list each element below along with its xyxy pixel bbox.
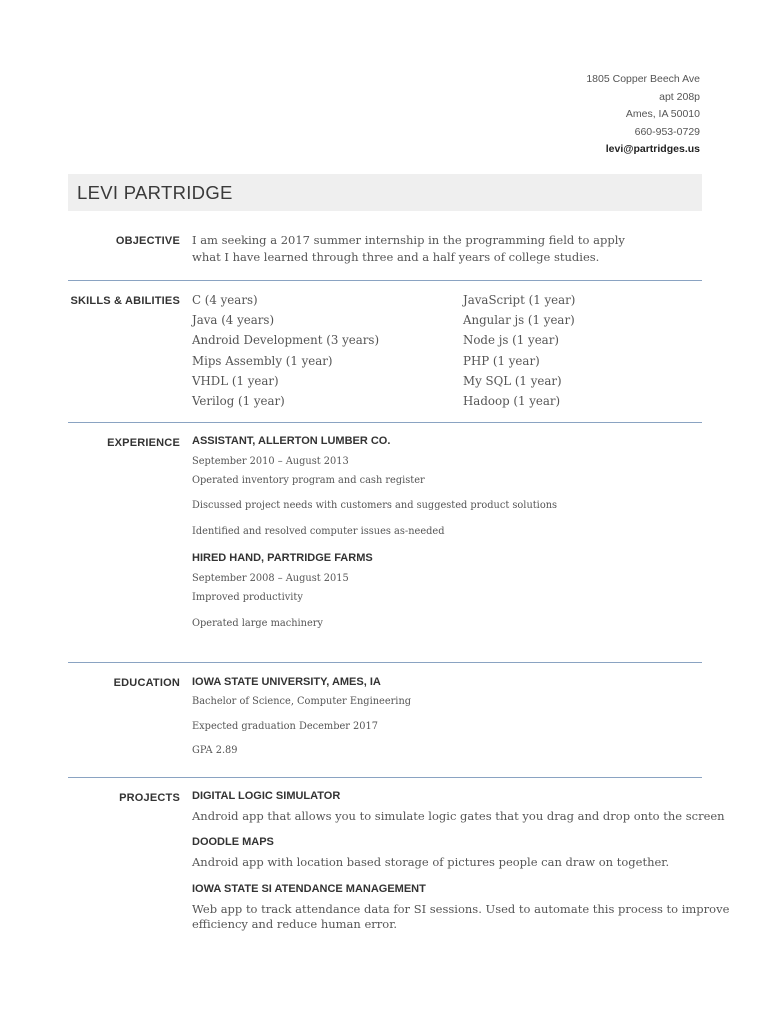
gpa: GPA 2.89 <box>192 745 238 756</box>
projects-label: PROJECTS <box>119 792 180 804</box>
job-title: ASSISTANT, ALLERTON LUMBER CO. <box>192 435 391 447</box>
skills-right-column <box>463 292 575 413</box>
project-description <box>192 902 729 932</box>
skill-item: Node js (1 year) <box>463 333 559 348</box>
skill-item: PHP (1 year) <box>463 353 540 368</box>
project-title: DIGITAL LOGIC SIMULATOR <box>192 790 341 802</box>
objective-line: I am seeking a 2017 summer internship in the programming field to apply <box>192 233 625 247</box>
project-description: Android app with location based storage of pictures people can draw on together. <box>192 855 670 869</box>
project-title: DOODLE MAPS <box>192 836 274 848</box>
section-divider <box>68 777 702 778</box>
skill-item: VHDL (1 year) <box>192 373 279 388</box>
project-description: Android app that allows you to simulate logic gates that you drag and drop onto the screen <box>192 809 725 823</box>
skill-item: Angular js (1 year) <box>463 313 575 328</box>
skill-item: Verilog (1 year) <box>192 393 285 408</box>
section-divider <box>68 280 702 281</box>
experience-label: EXPERIENCE <box>107 437 180 449</box>
skills-label: SKILLS & ABILITIES <box>70 295 180 307</box>
contact-street: 1805 Copper Beech Ave <box>586 73 700 85</box>
objective-line: what I have learned through three and a half years of college studies. <box>192 250 600 264</box>
job-duty: Identified and resolved computer issues as-needed <box>192 526 445 537</box>
job-duty: Discussed project needs with customers and suggested product solutions <box>192 500 558 511</box>
section-divider <box>68 662 702 663</box>
name-banner <box>68 174 702 211</box>
skill-item: Java (4 years) <box>192 313 275 328</box>
job-duty: Operated inventory program and cash register <box>192 475 425 486</box>
contact-block <box>586 71 700 159</box>
objective-label: OBJECTIVE <box>115 235 180 247</box>
graduation-date: Expected graduation December 2017 <box>192 721 378 732</box>
contact-apt: apt 208p <box>659 90 700 103</box>
contact-city: Ames, IA 50010 <box>625 108 700 120</box>
skill-item: Hadoop (1 year) <box>463 393 561 408</box>
degree: Bachelor of Science, Computer Engineering <box>192 696 412 707</box>
project-description-line: efficiency and reduce human error. <box>192 917 398 931</box>
skill-item: Android Development (3 years) <box>192 333 380 348</box>
job-title: HIRED HAND, PARTRIDGE FARMS <box>192 552 373 564</box>
project-title: IOWA STATE SI ATENDANCE MANAGEMENT <box>192 883 426 895</box>
project-description-line: Web app to track attendance data for SI sessions. Used to automate this process to improve <box>192 902 730 916</box>
skill-item: C (4 years) <box>192 293 258 307</box>
section-divider <box>68 422 702 423</box>
job-duty: Improved productivity <box>192 592 303 603</box>
job-duty: Operated large machinery <box>192 618 323 629</box>
skill-item: Mips Assembly (1 year) <box>192 353 333 368</box>
skill-item: JavaScript (1 year) <box>463 293 576 307</box>
contact-phone: 660-953-0729 <box>634 125 700 138</box>
job-dates: September 2008 – August 2015 <box>192 573 349 584</box>
education-label: EDUCATION <box>113 677 180 689</box>
skill-item: My SQL (1 year) <box>463 373 562 388</box>
resume-name: LEVI PARTRIDGE <box>77 181 233 203</box>
skills-left-column <box>192 292 379 413</box>
contact-email[interactable]: levi@partridges.us <box>605 143 700 155</box>
school-name: IOWA STATE UNIVERSITY, AMES, IA <box>192 676 381 688</box>
job-dates: September 2010 – August 2013 <box>192 456 349 467</box>
objective-text <box>192 232 625 266</box>
